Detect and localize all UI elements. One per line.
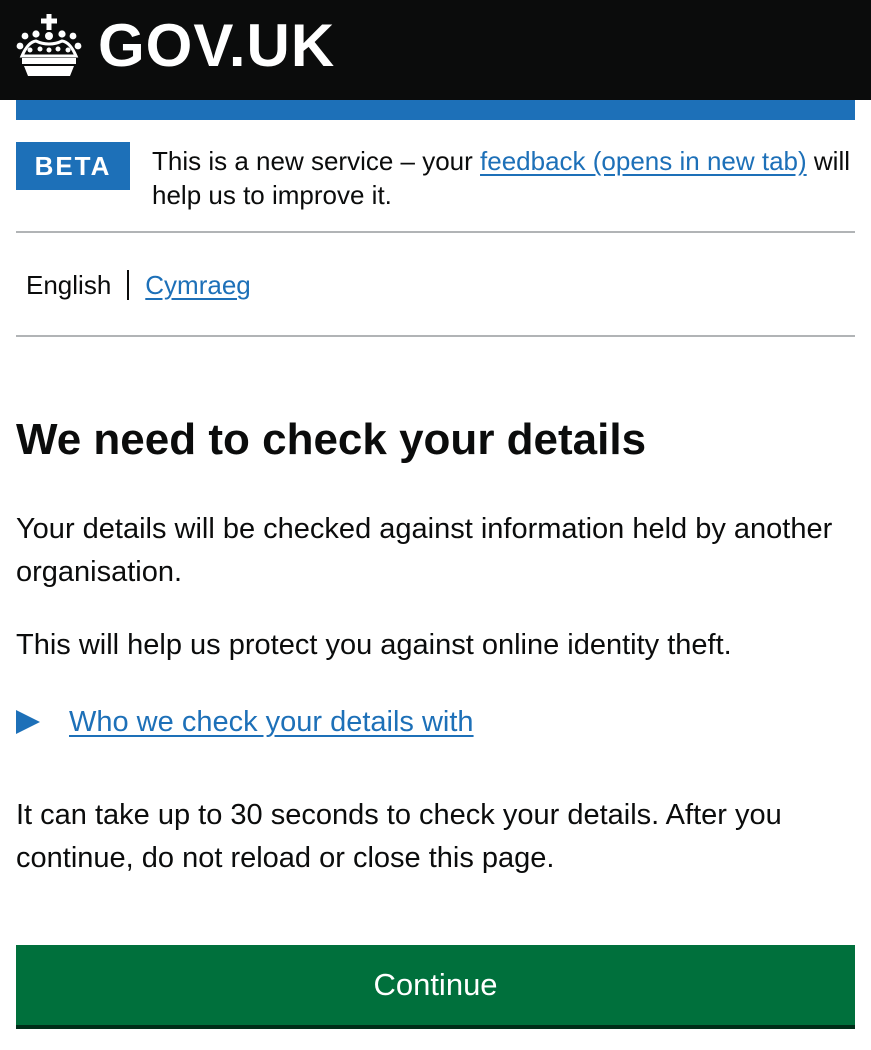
header-underline-bar — [16, 100, 855, 120]
language-separator — [127, 270, 129, 300]
divider — [16, 231, 855, 233]
language-current: English — [26, 270, 112, 300]
details-toggle[interactable] — [16, 702, 474, 742]
feedback-link[interactable]: feedback (opens in new tab) — [480, 146, 807, 176]
language-link-cymraeg[interactable]: Cymraeg — [145, 270, 251, 300]
paragraph-wait-warning: It can take up to 30 seconds to check your details. After you continue, do not reload or close this page. — [16, 799, 782, 874]
beta-tag: BETA — [16, 142, 130, 190]
paragraph-check-info: Your details will be checked against information held by another organisation. — [16, 513, 833, 588]
language-toggle — [26, 268, 251, 302]
crown-icon — [16, 14, 82, 78]
govuk-logo-link[interactable] — [16, 8, 335, 84]
continue-button[interactable]: Continue — [16, 945, 855, 1025]
phase-text-after: will help us to improve it. — [152, 146, 851, 210]
divider — [16, 335, 855, 337]
paragraph-protection: This will help us protect you against online identity theft. — [16, 629, 732, 661]
govuk-wordmark: GOV.UK — [98, 12, 336, 79]
govuk-header — [0, 0, 871, 100]
triangle-right-icon — [16, 710, 40, 734]
phase-text-before: This is a new service – your — [152, 146, 481, 176]
details-summary-link[interactable]: Who we check your details with — [69, 706, 474, 738]
page-title: We need to check your details — [16, 415, 647, 464]
phase-banner-text — [152, 144, 862, 212]
